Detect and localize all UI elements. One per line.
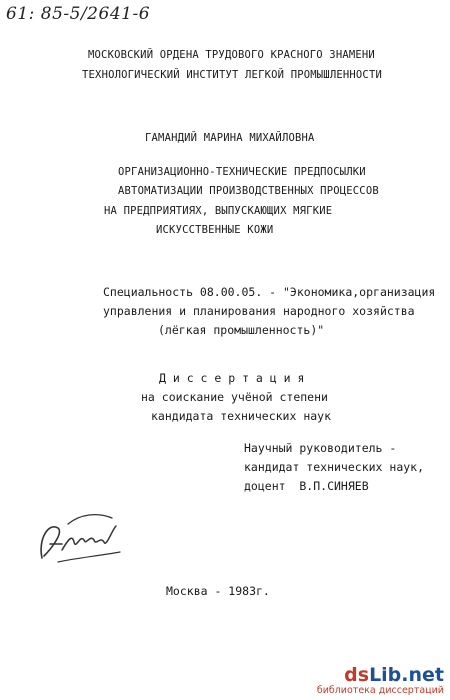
supervisor-line-3: доцент В.П.СИНЯЕВ [244,479,369,493]
dissertation-heading: Д и с с е р т а ц и я [159,371,305,385]
dslib-watermark [317,665,444,696]
dslib-logo [317,665,444,685]
thesis-title-line-3: НА ПРЕДПРИЯТИЯХ, ВЫПУСКАЮЩИХ МЯГКИЕ [104,205,333,217]
handwritten-signature [28,500,128,570]
logo-part-ds: ds [344,664,370,686]
supervisor-line-2: кандидат технических наук, [244,460,425,474]
thesis-title-line-1: ОРГАНИЗАЦИОННО-ТЕХНИЧЕСКИЕ ПРЕДПОСЫЛКИ [118,166,366,178]
logo-part-lib: Lib.net [369,664,444,686]
specialty-line-3: (лёгкая промышленность)" [158,323,325,337]
supervisor-line-1: Научный руководитель - [244,441,397,455]
institution-line-1: МОСКОВСКИЙ ОРДЕНА ТРУДОВОГО КРАСНОГО ЗНАМЕНИ [88,49,375,61]
place-and-year: Москва - 1983г. [166,584,270,598]
archive-number: 61: 85-5/2641-6 [6,4,151,24]
watermark-subtitle: библиотека диссертаций [316,685,444,696]
specialty-line-1: Специальность 08.00.05. - "Экономика,организация [103,285,436,299]
author-name: ГАМАНДИЙ МАРИНА МИХАЙЛОВНА [145,132,315,144]
degree-line-1: на соискание учёной степени [141,390,328,404]
institution-line-2: ТЕХНОЛОГИЧЕСКИЙ ИНСТИТУТ ЛЕГКОЙ ПРОМЫШЛЕННОСТИ [82,69,382,81]
specialty-line-2: управления и планирования народного хозяйства [103,304,415,318]
degree-line-2: кандидата технических наук [151,409,332,423]
thesis-title-line-2: АВТОМАТИЗАЦИИ ПРОИЗВОДСТВЕННЫХ ПРОЦЕССОВ [118,185,379,197]
thesis-title-line-4: ИСКУССТВЕННЫЕ КОЖИ [156,224,274,236]
